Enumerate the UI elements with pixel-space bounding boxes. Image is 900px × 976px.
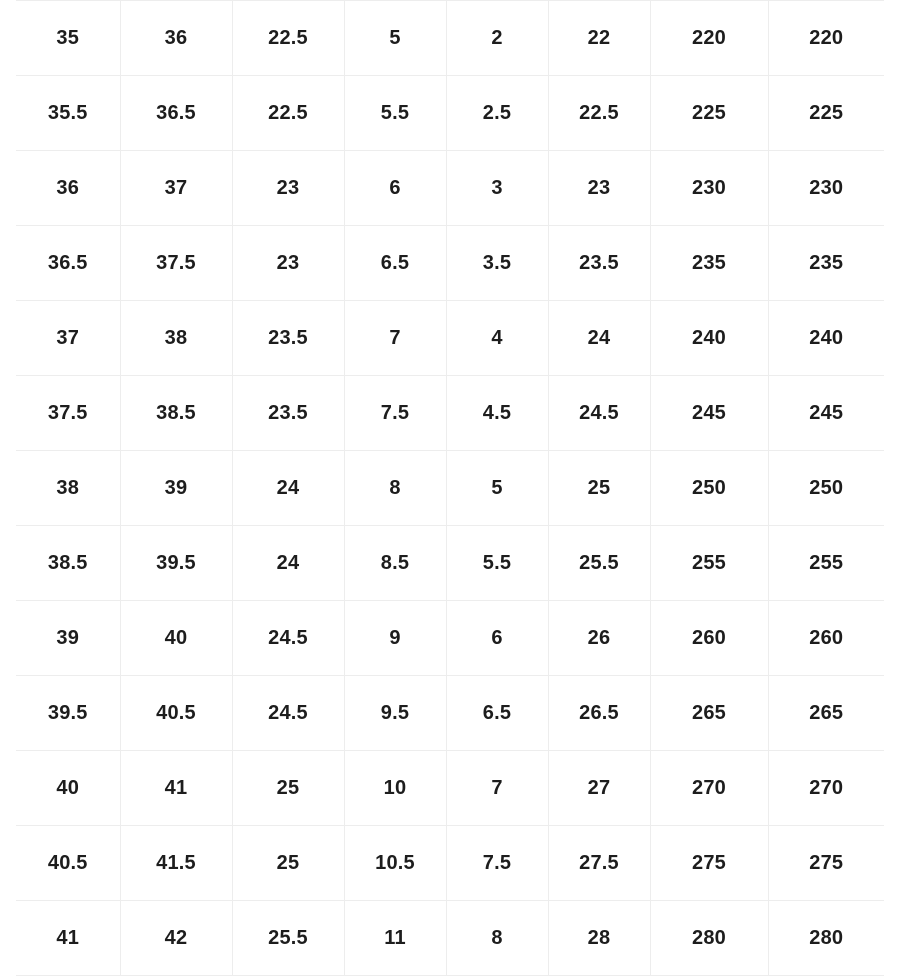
cell-eu-size-alt: 39.5 xyxy=(120,526,232,601)
cell-mm-b: 245 xyxy=(768,376,884,451)
cell-us-men: 7.5 xyxy=(344,376,446,451)
cell-eu-size-alt: 40 xyxy=(120,601,232,676)
cell-cm: 26.5 xyxy=(548,676,650,751)
cell-us-men: 6 xyxy=(344,151,446,226)
cell-mm-b: 280 xyxy=(768,901,884,976)
cell-cm: 26 xyxy=(548,601,650,676)
cell-eu-size-alt: 41.5 xyxy=(120,826,232,901)
cell-us-women: 7.5 xyxy=(446,826,548,901)
cell-eu-size-alt: 41 xyxy=(120,751,232,826)
cell-cm: 22 xyxy=(548,1,650,76)
cell-length-cm: 22.5 xyxy=(232,1,344,76)
cell-length-cm: 25 xyxy=(232,751,344,826)
cell-us-women: 3.5 xyxy=(446,226,548,301)
cell-us-women: 2.5 xyxy=(446,76,548,151)
cell-us-men: 10 xyxy=(344,751,446,826)
cell-mm-a: 255 xyxy=(650,526,768,601)
table-row xyxy=(16,676,884,751)
cell-eu-size-alt: 36.5 xyxy=(120,76,232,151)
cell-length-cm: 23.5 xyxy=(232,301,344,376)
cell-eu-size: 39.5 xyxy=(16,676,120,751)
cell-us-men: 5 xyxy=(344,1,446,76)
cell-length-cm: 24.5 xyxy=(232,601,344,676)
cell-mm-b: 255 xyxy=(768,526,884,601)
cell-cm: 23.5 xyxy=(548,226,650,301)
cell-eu-size-alt: 37.5 xyxy=(120,226,232,301)
cell-eu-size-alt: 42 xyxy=(120,901,232,976)
cell-eu-size-alt: 36 xyxy=(120,1,232,76)
cell-eu-size: 40 xyxy=(16,751,120,826)
cell-us-men: 11 xyxy=(344,901,446,976)
cell-eu-size: 37 xyxy=(16,301,120,376)
table-row xyxy=(16,376,884,451)
table-row xyxy=(16,901,884,976)
cell-us-men: 7 xyxy=(344,301,446,376)
cell-us-women: 3 xyxy=(446,151,548,226)
cell-length-cm: 23 xyxy=(232,151,344,226)
table-row xyxy=(16,226,884,301)
cell-cm: 25 xyxy=(548,451,650,526)
cell-us-men: 6.5 xyxy=(344,226,446,301)
cell-mm-a: 270 xyxy=(650,751,768,826)
cell-length-cm: 25 xyxy=(232,826,344,901)
cell-us-men: 9.5 xyxy=(344,676,446,751)
cell-eu-size: 38.5 xyxy=(16,526,120,601)
cell-eu-size-alt: 40.5 xyxy=(120,676,232,751)
cell-mm-b: 275 xyxy=(768,826,884,901)
cell-cm: 25.5 xyxy=(548,526,650,601)
cell-us-men: 10.5 xyxy=(344,826,446,901)
cell-eu-size: 41 xyxy=(16,901,120,976)
cell-eu-size-alt: 38.5 xyxy=(120,376,232,451)
cell-us-women: 6.5 xyxy=(446,676,548,751)
cell-us-men: 9 xyxy=(344,601,446,676)
cell-eu-size: 39 xyxy=(16,601,120,676)
table-row xyxy=(16,601,884,676)
cell-mm-b: 250 xyxy=(768,451,884,526)
cell-cm: 27.5 xyxy=(548,826,650,901)
cell-mm-a: 260 xyxy=(650,601,768,676)
cell-mm-a: 280 xyxy=(650,901,768,976)
cell-us-men: 8 xyxy=(344,451,446,526)
cell-eu-size: 35.5 xyxy=(16,76,120,151)
cell-eu-size: 37.5 xyxy=(16,376,120,451)
cell-us-women: 5.5 xyxy=(446,526,548,601)
cell-mm-a: 235 xyxy=(650,226,768,301)
cell-cm: 22.5 xyxy=(548,76,650,151)
cell-eu-size-alt: 39 xyxy=(120,451,232,526)
cell-cm: 24.5 xyxy=(548,376,650,451)
cell-mm-b: 220 xyxy=(768,1,884,76)
table-row xyxy=(16,826,884,901)
cell-mm-a: 240 xyxy=(650,301,768,376)
cell-cm: 27 xyxy=(548,751,650,826)
cell-us-women: 8 xyxy=(446,901,548,976)
cell-mm-b: 265 xyxy=(768,676,884,751)
cell-us-women: 7 xyxy=(446,751,548,826)
cell-mm-a: 220 xyxy=(650,1,768,76)
table-row xyxy=(16,301,884,376)
cell-us-women: 5 xyxy=(446,451,548,526)
cell-mm-b: 260 xyxy=(768,601,884,676)
cell-eu-size-alt: 37 xyxy=(120,151,232,226)
cell-us-men: 8.5 xyxy=(344,526,446,601)
table-row xyxy=(16,151,884,226)
table-row xyxy=(16,751,884,826)
cell-mm-a: 275 xyxy=(650,826,768,901)
cell-mm-a: 230 xyxy=(650,151,768,226)
cell-length-cm: 25.5 xyxy=(232,901,344,976)
cell-mm-b: 240 xyxy=(768,301,884,376)
cell-mm-b: 270 xyxy=(768,751,884,826)
cell-mm-a: 225 xyxy=(650,76,768,151)
cell-cm: 24 xyxy=(548,301,650,376)
cell-length-cm: 23 xyxy=(232,226,344,301)
cell-us-men: 5.5 xyxy=(344,76,446,151)
cell-length-cm: 24 xyxy=(232,526,344,601)
cell-eu-size: 38 xyxy=(16,451,120,526)
cell-length-cm: 23.5 xyxy=(232,376,344,451)
cell-length-cm: 24 xyxy=(232,451,344,526)
table-row xyxy=(16,1,884,76)
cell-us-women: 4.5 xyxy=(446,376,548,451)
cell-cm: 28 xyxy=(548,901,650,976)
cell-us-women: 2 xyxy=(446,1,548,76)
cell-mm-a: 245 xyxy=(650,376,768,451)
table-row xyxy=(16,526,884,601)
cell-mm-a: 250 xyxy=(650,451,768,526)
cell-length-cm: 22.5 xyxy=(232,76,344,151)
cell-mm-b: 235 xyxy=(768,226,884,301)
cell-mm-b: 225 xyxy=(768,76,884,151)
cell-us-women: 4 xyxy=(446,301,548,376)
table-row xyxy=(16,76,884,151)
size-conversion-table xyxy=(16,0,884,976)
cell-eu-size: 36 xyxy=(16,151,120,226)
table-body xyxy=(16,1,884,976)
table-row xyxy=(16,451,884,526)
cell-eu-size: 35 xyxy=(16,1,120,76)
cell-mm-b: 230 xyxy=(768,151,884,226)
cell-length-cm: 24.5 xyxy=(232,676,344,751)
cell-us-women: 6 xyxy=(446,601,548,676)
cell-eu-size: 36.5 xyxy=(16,226,120,301)
cell-cm: 23 xyxy=(548,151,650,226)
cell-eu-size: 40.5 xyxy=(16,826,120,901)
cell-eu-size-alt: 38 xyxy=(120,301,232,376)
cell-mm-a: 265 xyxy=(650,676,768,751)
